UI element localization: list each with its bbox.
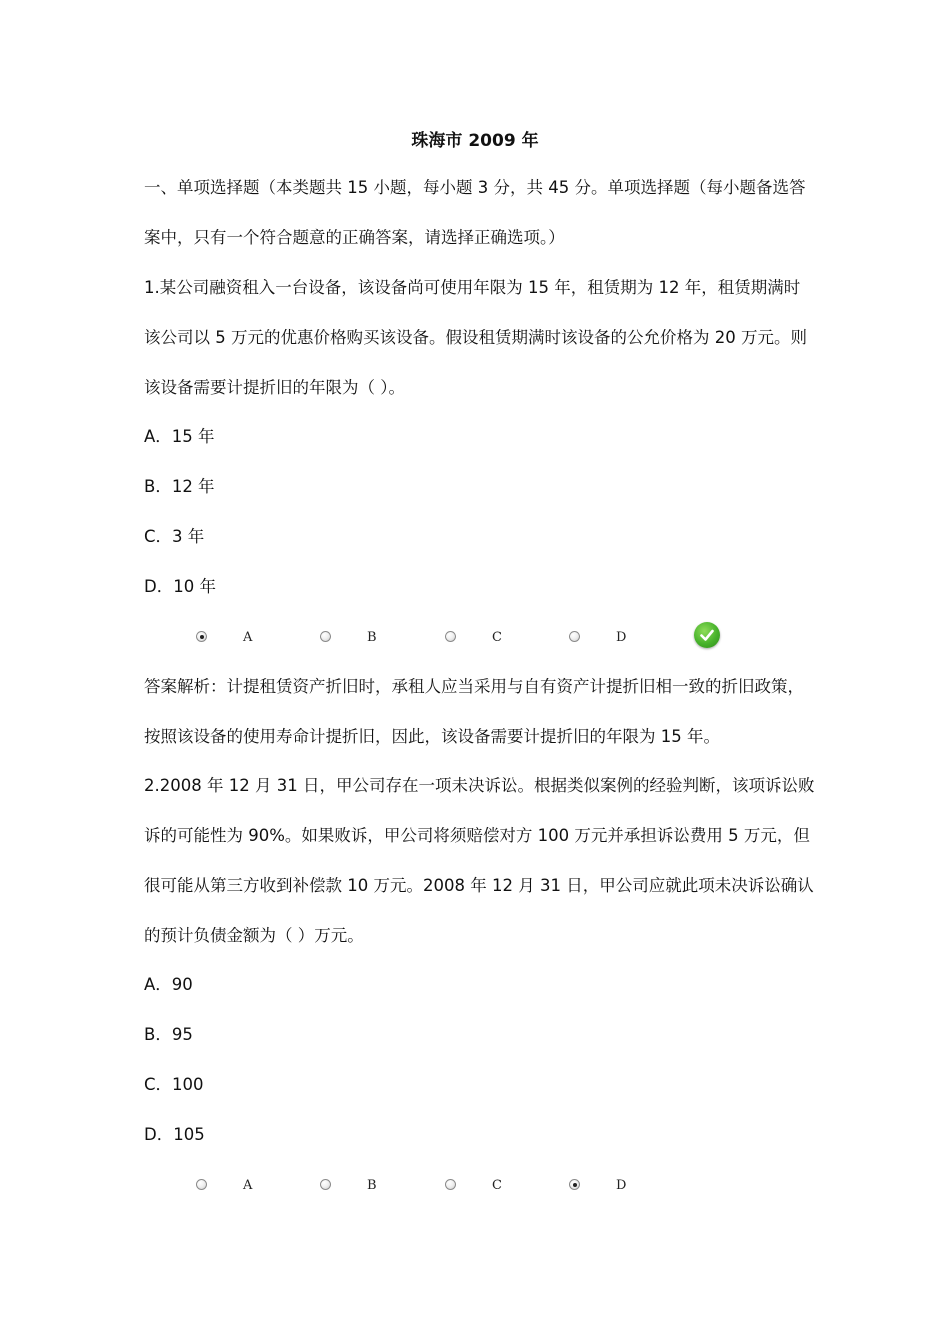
q2-answer-label-c: C	[492, 1178, 502, 1193]
q2-radio-b[interactable]	[320, 1179, 331, 1190]
q1-answer-label-a: A	[243, 630, 253, 645]
q2-answer-label-d: D	[616, 1178, 627, 1193]
q1-text-line-3: 该设备需要计提折旧的年限为（ ）。	[144, 378, 405, 397]
q1-answer-label-d: D	[616, 630, 627, 645]
q1-radio-b[interactable]	[320, 631, 331, 642]
q2-answer-row	[196, 1175, 756, 1205]
check-circle-icon	[694, 622, 720, 648]
q1-answer-label-b: B	[367, 630, 377, 645]
section-heading-line-1: 一、单项选择题（本类题共 15 小题，每小题 3 分，共 45 分。单项选择题（每小题备选答	[144, 178, 806, 197]
q1-explanation-line-2: 按照该设备的使用寿命计提折旧，因此，该设备需要计提折旧的年限为 15 年。	[144, 727, 720, 746]
q1-option-c: C．3 年	[144, 527, 205, 546]
q2-text-line-2: 诉的可能性为 90%。如果败诉，甲公司将须赔偿对方 100 万元并承担诉讼费用 5 万元，但	[144, 826, 810, 845]
q1-text-line-2: 该公司以 5 万元的优惠价格购买该设备。假设租赁期满时该设备的公允价格为 20 万元。则	[144, 328, 807, 347]
q2-radio-c[interactable]	[445, 1179, 456, 1190]
q1-option-a: A．15 年	[144, 427, 215, 446]
section-heading-line-2: 案中，只有一个符合题意的正确答案，请选择正确选项。）	[144, 228, 565, 247]
q2-text-line-4: 的预计负债金额为（ ）万元。	[144, 926, 364, 945]
q2-option-c: C．100	[144, 1075, 204, 1094]
q1-radio-d[interactable]	[569, 631, 580, 642]
q2-text-line-1: 2.2008 年 12 月 31 日，甲公司存在一项未决诉讼。根据类似案例的经验判断，该项诉讼败	[144, 776, 815, 795]
q1-explanation-line-1: 答案解析：计提租赁资产折旧时，承租人应当采用与自有资产计提折旧相一致的折旧政策，	[144, 677, 804, 696]
q2-answer-label-b: B	[367, 1178, 377, 1193]
q2-answer-label-a: A	[243, 1178, 253, 1193]
q1-text-line-1: 1.某公司融资租入一台设备，该设备尚可使用年限为 15 年，租赁期为 12 年，租赁期满时	[144, 278, 801, 297]
q2-option-a: A．90	[144, 975, 193, 994]
q2-radio-d-selected[interactable]	[569, 1179, 580, 1190]
q2-text-line-3: 很可能从第三方收到补偿款 10 万元。2008 年 12 月 31 日，甲公司应就此项未决诉讼确认	[144, 876, 814, 895]
q2-radio-a[interactable]	[196, 1179, 207, 1190]
q1-answer-label-c: C	[492, 630, 502, 645]
page-title: 珠海市 2009 年	[411, 131, 539, 151]
q2-option-b: B．95	[144, 1025, 193, 1044]
q1-option-d: D．10 年	[144, 577, 216, 596]
q1-radio-c[interactable]	[445, 631, 456, 642]
q1-radio-a-selected[interactable]	[196, 631, 207, 642]
q1-option-b: B．12 年	[144, 477, 215, 496]
q2-option-d: D．105	[144, 1125, 205, 1144]
q1-answer-row	[196, 627, 756, 657]
